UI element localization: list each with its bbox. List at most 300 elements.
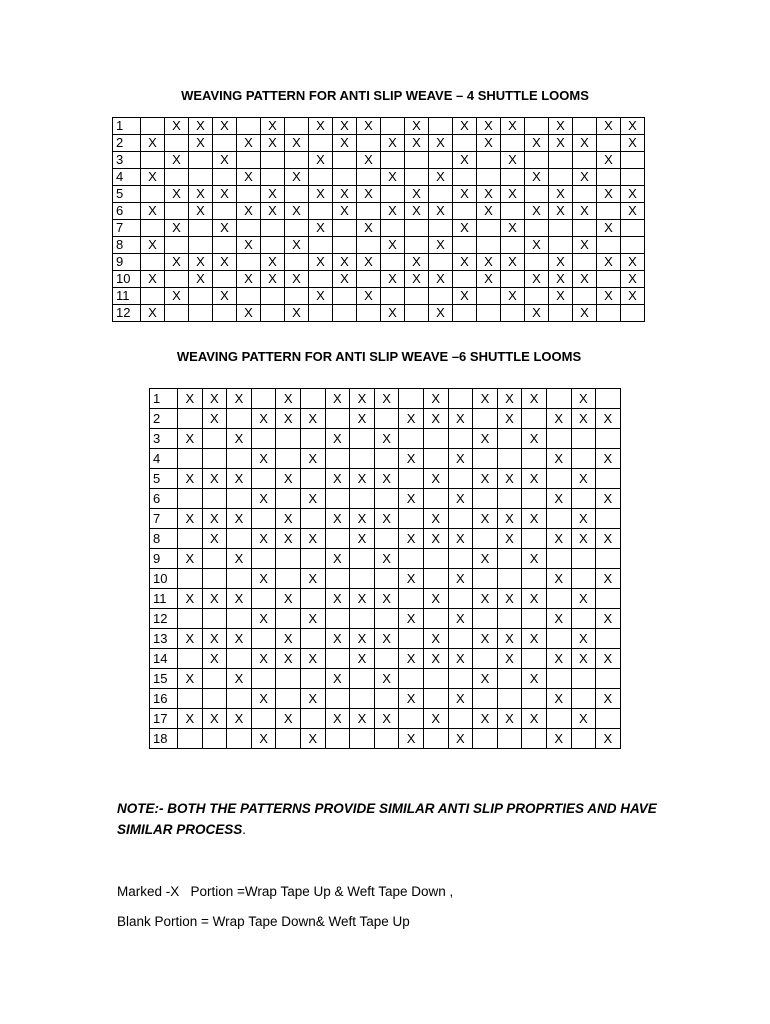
pattern-cell: X — [227, 669, 252, 689]
pattern-cell — [251, 469, 276, 489]
pattern-cell — [178, 449, 203, 469]
pattern-cell: X — [448, 609, 473, 629]
pattern-cell: X — [596, 609, 621, 629]
pattern-cell — [374, 729, 399, 749]
pattern-cell — [522, 529, 547, 549]
pattern-cell: X — [525, 271, 549, 288]
pattern-cell — [621, 237, 645, 254]
pattern-cell: X — [285, 169, 309, 186]
pattern-cell: X — [405, 203, 429, 220]
pattern-cell: X — [621, 135, 645, 152]
table-row — [150, 729, 621, 749]
pattern-cell: X — [227, 509, 252, 529]
pattern-cell: X — [497, 409, 522, 429]
row-number: 8 — [113, 237, 141, 254]
pattern-cell: X — [165, 254, 189, 271]
pattern-cell: X — [213, 220, 237, 237]
table-row — [150, 449, 621, 469]
row-number: 11 — [113, 288, 141, 305]
pattern-cell — [276, 429, 301, 449]
pattern-cell: X — [189, 254, 213, 271]
pattern-cell — [429, 118, 453, 135]
pattern-cell — [374, 609, 399, 629]
pattern-cell — [374, 649, 399, 669]
pattern-cell — [473, 729, 498, 749]
row-number: 8 — [150, 529, 178, 549]
pattern-cell — [285, 186, 309, 203]
pattern-cell: X — [473, 709, 498, 729]
pattern-cell — [276, 449, 301, 469]
pattern-cell: X — [448, 449, 473, 469]
pattern-cell — [202, 489, 227, 509]
pattern-cell: X — [501, 186, 525, 203]
pattern-cell — [165, 169, 189, 186]
pattern-cell — [522, 569, 547, 589]
pattern-cell: X — [251, 649, 276, 669]
pattern-cell — [350, 669, 375, 689]
pattern-cell — [189, 237, 213, 254]
pattern-cell: X — [374, 429, 399, 449]
table-row — [150, 469, 621, 489]
pattern-cell: X — [350, 649, 375, 669]
pattern-cell: X — [325, 389, 350, 409]
pattern-cell — [546, 589, 571, 609]
pattern-cell: X — [333, 203, 357, 220]
pattern-cell: X — [571, 709, 596, 729]
pattern-cell: X — [429, 203, 453, 220]
pattern-cell — [596, 589, 621, 609]
pattern-cell — [350, 429, 375, 449]
pattern-cell — [333, 237, 357, 254]
pattern-cell: X — [381, 271, 405, 288]
pattern-cell: X — [374, 589, 399, 609]
pattern-cell — [276, 489, 301, 509]
pattern-cell: X — [473, 589, 498, 609]
pattern-cell — [597, 271, 621, 288]
pattern-cell — [525, 220, 549, 237]
pattern-cell: X — [546, 409, 571, 429]
pattern-cell: X — [178, 589, 203, 609]
pattern-cell — [202, 729, 227, 749]
pattern-cell: X — [213, 254, 237, 271]
table-row — [113, 169, 645, 186]
pattern-cell: X — [571, 529, 596, 549]
table-row — [150, 669, 621, 689]
pattern-cell: X — [522, 709, 547, 729]
pattern-cell: X — [350, 509, 375, 529]
pattern-cell: X — [497, 509, 522, 529]
pattern-cell — [251, 709, 276, 729]
pattern-cell: X — [522, 389, 547, 409]
pattern-cell — [429, 186, 453, 203]
pattern-cell: X — [448, 409, 473, 429]
pattern-cell — [429, 288, 453, 305]
row-number: 12 — [113, 305, 141, 322]
pattern-cell — [453, 305, 477, 322]
pattern-cell — [165, 305, 189, 322]
pattern-cell: X — [350, 529, 375, 549]
pattern-cell: X — [202, 389, 227, 409]
pattern-cell: X — [453, 186, 477, 203]
pattern-cell: X — [325, 669, 350, 689]
pattern-cell: X — [453, 288, 477, 305]
pattern-cell — [374, 569, 399, 589]
pattern-cell: X — [381, 169, 405, 186]
pattern-cell: X — [357, 254, 381, 271]
table-row — [150, 509, 621, 529]
pattern-cell: X — [165, 118, 189, 135]
pattern-cell: X — [546, 689, 571, 709]
pattern-cell: X — [251, 689, 276, 709]
pattern-cell: X — [300, 529, 325, 549]
pattern-cell — [333, 220, 357, 237]
pattern-cell — [571, 689, 596, 709]
pattern-cell: X — [141, 169, 165, 186]
table-row — [113, 288, 645, 305]
pattern-cell: X — [473, 429, 498, 449]
pattern-cell — [325, 489, 350, 509]
pattern-cell — [178, 689, 203, 709]
pattern-cell — [309, 271, 333, 288]
pattern-cell: X — [251, 729, 276, 749]
row-number: 2 — [113, 135, 141, 152]
table-row — [150, 689, 621, 709]
pattern-cell — [522, 489, 547, 509]
pattern-cell — [309, 203, 333, 220]
pattern-cell — [350, 549, 375, 569]
pattern-cell: X — [285, 135, 309, 152]
pattern-cell — [399, 469, 424, 489]
pattern-cell: X — [333, 118, 357, 135]
pattern-cell — [178, 649, 203, 669]
pattern-cell: X — [261, 254, 285, 271]
pattern-cell — [251, 429, 276, 449]
pattern-cell — [227, 489, 252, 509]
pattern-cell — [546, 509, 571, 529]
pattern-cell: X — [497, 389, 522, 409]
pattern-cell: X — [423, 709, 448, 729]
pattern-cell: X — [227, 549, 252, 569]
pattern-cell — [141, 186, 165, 203]
pattern-cell: X — [571, 649, 596, 669]
pattern-cell — [276, 549, 301, 569]
pattern-cell: X — [525, 169, 549, 186]
pattern-cell: X — [477, 135, 501, 152]
pattern-cell: X — [276, 509, 301, 529]
pattern-cell — [202, 429, 227, 449]
pattern-cell: X — [571, 589, 596, 609]
pattern-cell — [285, 254, 309, 271]
pattern-cell: X — [165, 288, 189, 305]
pattern-cell — [227, 649, 252, 669]
pattern-cell: X — [549, 135, 573, 152]
pattern-cell: X — [423, 589, 448, 609]
pattern-cell — [405, 237, 429, 254]
pattern-cell: X — [497, 709, 522, 729]
pattern-cell — [374, 689, 399, 709]
pattern-cell — [202, 449, 227, 469]
row-number: 17 — [150, 709, 178, 729]
note-bold: NOTE:- BOTH THE PATTERNS PROVIDE SIMILAR ANTI SLIP PROPRTIES AND HAVE SIMILAR PROCESS — [117, 801, 657, 837]
pattern-cell: X — [357, 288, 381, 305]
pattern-cell: X — [522, 429, 547, 449]
pattern-cell — [423, 489, 448, 509]
row-number: 10 — [150, 569, 178, 589]
pattern-cell: X — [237, 237, 261, 254]
pattern-cell — [350, 609, 375, 629]
pattern-cell: X — [309, 118, 333, 135]
pattern-cell — [213, 135, 237, 152]
pattern-cell: X — [546, 729, 571, 749]
pattern-cell — [453, 271, 477, 288]
pattern-cell — [423, 449, 448, 469]
note-period: . — [242, 822, 247, 837]
pattern-cell — [350, 569, 375, 589]
pattern-cell: X — [325, 549, 350, 569]
pattern-cell — [141, 254, 165, 271]
table-row — [150, 389, 621, 409]
pattern-cell — [357, 169, 381, 186]
pattern-cell: X — [251, 529, 276, 549]
pattern-cell — [571, 429, 596, 449]
pattern-cell — [381, 186, 405, 203]
pattern-cell — [497, 609, 522, 629]
pattern-cell: X — [309, 220, 333, 237]
pattern-cell — [497, 429, 522, 449]
row-number: 5 — [113, 186, 141, 203]
pattern-cell — [473, 529, 498, 549]
pattern-cell — [546, 629, 571, 649]
pattern-cell: X — [573, 169, 597, 186]
pattern-cell: X — [325, 629, 350, 649]
table-row — [113, 203, 645, 220]
pattern-cell: X — [227, 429, 252, 449]
title-4-shuttle: WEAVING PATTERN FOR ANTI SLIP WEAVE – 4 SHUTTLE LOOMS — [181, 88, 589, 103]
pattern-cell: X — [165, 186, 189, 203]
pattern-cell: X — [251, 569, 276, 589]
pattern-cell: X — [178, 629, 203, 649]
pattern-cell: X — [227, 589, 252, 609]
pattern-cell: X — [399, 449, 424, 469]
pattern-cell: X — [399, 649, 424, 669]
pattern-cell: X — [423, 409, 448, 429]
pattern-cell: X — [178, 469, 203, 489]
pattern-cell — [501, 305, 525, 322]
pattern-cell: X — [501, 220, 525, 237]
pattern-cell: X — [276, 629, 301, 649]
pattern-cell — [549, 220, 573, 237]
pattern-cell: X — [525, 203, 549, 220]
pattern-cell: X — [189, 271, 213, 288]
pattern-cell — [276, 689, 301, 709]
pattern-cell: X — [525, 135, 549, 152]
pattern-cell — [213, 305, 237, 322]
pattern-cell — [546, 669, 571, 689]
pattern-cell: X — [477, 271, 501, 288]
pattern-cell: X — [596, 649, 621, 669]
pattern-cell — [178, 609, 203, 629]
pattern-cell: X — [405, 118, 429, 135]
pattern-cell — [573, 186, 597, 203]
pattern-cell — [165, 271, 189, 288]
pattern-cell — [178, 489, 203, 509]
row-number: 14 — [150, 649, 178, 669]
pattern-cell: X — [573, 135, 597, 152]
pattern-cell: X — [596, 529, 621, 549]
pattern-cell: X — [350, 389, 375, 409]
pattern-cell: X — [357, 186, 381, 203]
pattern-cell — [178, 529, 203, 549]
table-row — [113, 186, 645, 203]
pattern-cell: X — [213, 288, 237, 305]
pattern-cell: X — [202, 529, 227, 549]
pattern-cell — [448, 429, 473, 449]
pattern-cell — [357, 203, 381, 220]
pattern-cell — [477, 305, 501, 322]
pattern-cell: X — [141, 203, 165, 220]
pattern-cell: X — [276, 389, 301, 409]
pattern-cell: X — [522, 669, 547, 689]
pattern-cell — [453, 169, 477, 186]
pattern-cell: X — [374, 469, 399, 489]
pattern-cell: X — [453, 152, 477, 169]
pattern-cell — [573, 220, 597, 237]
pattern-cell: X — [165, 152, 189, 169]
pattern-cell — [405, 152, 429, 169]
pattern-cell — [251, 589, 276, 609]
pattern-cell: X — [227, 469, 252, 489]
pattern-cell: X — [237, 135, 261, 152]
pattern-cell: X — [381, 203, 405, 220]
pattern-cell — [165, 203, 189, 220]
pattern-cell — [300, 549, 325, 569]
row-number: 1 — [150, 389, 178, 409]
pattern-cell — [381, 152, 405, 169]
pattern-cell: X — [178, 549, 203, 569]
pattern-cell: X — [227, 629, 252, 649]
pattern-cell: X — [227, 389, 252, 409]
pattern-cell — [374, 489, 399, 509]
pattern-cell: X — [285, 237, 309, 254]
pattern-cell — [473, 569, 498, 589]
pattern-cell — [621, 152, 645, 169]
pattern-cell — [374, 529, 399, 549]
row-number: 3 — [150, 429, 178, 449]
pattern-cell — [477, 237, 501, 254]
pattern-cell: X — [325, 589, 350, 609]
pattern-cell — [522, 729, 547, 749]
pattern-cell: X — [251, 409, 276, 429]
row-number: 9 — [113, 254, 141, 271]
pattern-cell: X — [448, 729, 473, 749]
pattern-cell: X — [497, 629, 522, 649]
pattern-cell: X — [261, 118, 285, 135]
pattern-cell: X — [350, 589, 375, 609]
pattern-cell — [309, 169, 333, 186]
pattern-cell: X — [141, 135, 165, 152]
pattern-cell: X — [374, 549, 399, 569]
table-row — [150, 589, 621, 609]
pattern-cell — [165, 135, 189, 152]
pattern-cell: X — [546, 449, 571, 469]
pattern-cell: X — [276, 589, 301, 609]
pattern-cell: X — [477, 118, 501, 135]
row-number: 9 — [150, 549, 178, 569]
pattern-cell — [276, 609, 301, 629]
pattern-cell: X — [237, 305, 261, 322]
pattern-cell — [423, 429, 448, 449]
pattern-cell — [300, 709, 325, 729]
pattern-cell: X — [473, 389, 498, 409]
pattern-cell — [501, 237, 525, 254]
pattern-cell: X — [178, 509, 203, 529]
pattern-cell: X — [501, 254, 525, 271]
pattern-cell: X — [549, 288, 573, 305]
pattern-cell — [189, 220, 213, 237]
pattern-cell — [237, 220, 261, 237]
pattern-cell — [141, 288, 165, 305]
pattern-cell: X — [261, 135, 285, 152]
pattern-cell — [141, 118, 165, 135]
row-number: 6 — [150, 489, 178, 509]
pattern-cell: X — [501, 118, 525, 135]
pattern-cell — [333, 169, 357, 186]
pattern-cell — [261, 305, 285, 322]
pattern-cell — [621, 169, 645, 186]
row-number: 4 — [150, 449, 178, 469]
pattern-cell: X — [448, 569, 473, 589]
pattern-cell: X — [423, 529, 448, 549]
pattern-cell: X — [202, 649, 227, 669]
pattern-cell — [189, 152, 213, 169]
pattern-cell: X — [405, 186, 429, 203]
pattern-cell — [325, 409, 350, 429]
pattern-cell — [596, 469, 621, 489]
pattern-cell: X — [202, 509, 227, 529]
pattern-cell — [571, 609, 596, 629]
pattern-cell — [251, 389, 276, 409]
pattern-cell: X — [325, 509, 350, 529]
legend-blank: Blank Portion = Wrap Tape Down& Weft Tape Up — [117, 914, 410, 929]
pattern-cell — [285, 118, 309, 135]
pattern-cell — [350, 489, 375, 509]
pattern-cell: X — [399, 689, 424, 709]
pattern-cell — [429, 254, 453, 271]
pattern-cell — [546, 709, 571, 729]
pattern-cell: X — [374, 709, 399, 729]
pattern-cell — [237, 152, 261, 169]
pattern-cell: X — [309, 254, 333, 271]
table-row — [150, 709, 621, 729]
pattern-cell — [453, 135, 477, 152]
pattern-cell: X — [285, 203, 309, 220]
row-number: 12 — [150, 609, 178, 629]
pattern-cell: X — [405, 254, 429, 271]
pattern-cell — [473, 489, 498, 509]
pattern-cell: X — [202, 629, 227, 649]
pattern-cell: X — [374, 389, 399, 409]
table-row — [113, 118, 645, 135]
pattern-cell — [300, 509, 325, 529]
pattern-cell — [325, 449, 350, 469]
pattern-cell: X — [276, 529, 301, 549]
pattern-cell — [178, 729, 203, 749]
pattern-cell — [350, 449, 375, 469]
pattern-cell: X — [325, 429, 350, 449]
pattern-cell — [497, 449, 522, 469]
pattern-cell — [237, 254, 261, 271]
pattern-cell: X — [549, 186, 573, 203]
